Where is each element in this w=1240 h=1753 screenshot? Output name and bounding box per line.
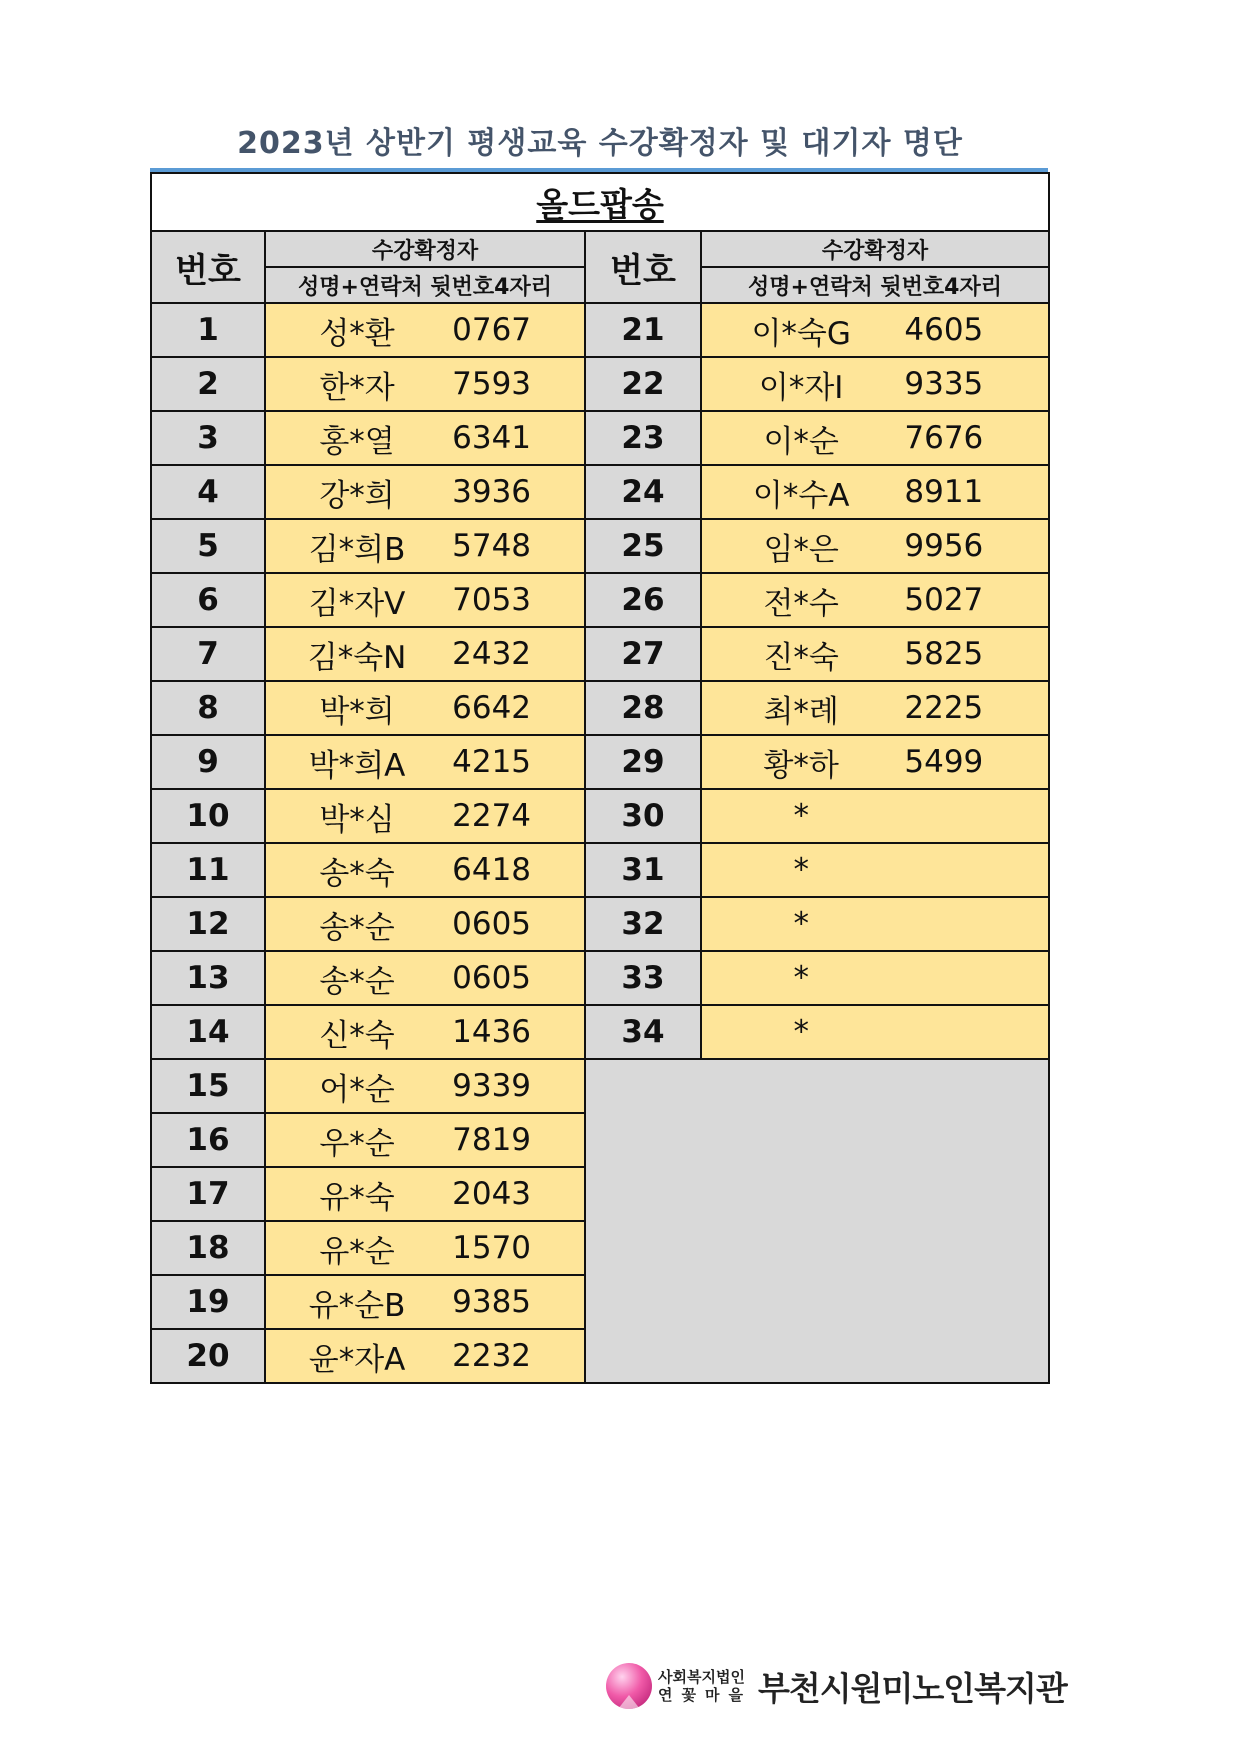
phone-last4: 6341	[452, 420, 532, 456]
left-entry-cell	[265, 1275, 585, 1329]
table-row	[151, 843, 1049, 897]
participant-name: 이*자I	[758, 369, 844, 406]
table-row	[151, 789, 1049, 843]
right-row-number: 31	[585, 843, 701, 897]
participant-name: 임*은	[763, 531, 839, 568]
phone-last4: 9956	[904, 528, 984, 564]
right-entry-cell	[701, 357, 1049, 411]
participant-name: 윤*자A	[308, 1341, 406, 1378]
organization-type: 사회복지법인	[658, 1668, 745, 1686]
right-entry-cell	[701, 681, 1049, 735]
phone-last4: 8911	[904, 474, 984, 510]
right-entry-cell	[701, 465, 1049, 519]
table-row	[151, 627, 1049, 681]
participant-name: 유*숙	[319, 1179, 395, 1216]
phone-last4: 5748	[452, 528, 532, 564]
phone-last4: 5027	[904, 582, 984, 618]
header-group-left: 수강확정자	[265, 231, 585, 267]
participant-name: 이*순	[763, 423, 839, 460]
left-entry-cell	[265, 1221, 585, 1275]
empty-area	[585, 1059, 1049, 1383]
participant-name: 김*숙N	[307, 639, 407, 676]
left-row-number: 14	[151, 1005, 265, 1059]
phone-last4: 2225	[904, 690, 984, 726]
participant-name: 이*숙G	[751, 315, 851, 352]
right-row-number: 29	[585, 735, 701, 789]
right-entry-cell	[701, 627, 1049, 681]
right-entry-cell	[701, 519, 1049, 573]
left-row-number: 16	[151, 1113, 265, 1167]
participant-name: 진*숙	[763, 639, 839, 676]
left-row-number: 6	[151, 573, 265, 627]
participant-name: 박*희A	[308, 747, 406, 784]
left-row-number: 5	[151, 519, 265, 573]
participant-name: 어*순	[319, 1071, 395, 1108]
participant-name: 김*희B	[308, 531, 406, 568]
left-entry-cell	[265, 627, 585, 681]
organization-parent: 연꽃마을	[658, 1686, 752, 1704]
left-row-number: 8	[151, 681, 265, 735]
table-row	[151, 465, 1049, 519]
page-title: 2023년 상반기 평생교육 수강확정자 및 대기자 명단	[237, 126, 963, 161]
course-title-cell	[151, 173, 1049, 231]
header-column-right: 성명+연락처 뒷번호4자리	[701, 267, 1049, 303]
right-row-number: 30	[585, 789, 701, 843]
phone-last4: 4605	[904, 312, 984, 348]
right-entry-cell	[701, 303, 1049, 357]
header-column-left: 성명+연락처 뒷번호4자리	[265, 267, 585, 303]
phone-last4: 9385	[452, 1284, 532, 1320]
right-entry-cell	[701, 735, 1049, 789]
participant-name: 최*례	[763, 693, 839, 730]
participant-name: 유*순B	[308, 1287, 406, 1324]
right-row-number: 26	[585, 573, 701, 627]
right-entry-cell	[701, 1005, 1049, 1059]
phone-last4: 2043	[452, 1176, 532, 1212]
participant-name: *	[793, 960, 809, 996]
course-name: 올드팝송	[536, 184, 664, 224]
left-entry-cell	[265, 1113, 585, 1167]
left-entry-cell	[265, 357, 585, 411]
phone-last4: 3936	[452, 474, 532, 510]
participant-name: 우*순	[319, 1125, 395, 1162]
participant-name: 성*환	[319, 315, 395, 352]
left-entry-cell	[265, 897, 585, 951]
table-row	[151, 735, 1049, 789]
left-row-number: 13	[151, 951, 265, 1005]
right-row-number: 21	[585, 303, 701, 357]
left-row-number: 20	[151, 1329, 265, 1383]
left-entry-cell	[265, 465, 585, 519]
participant-name: 한*자	[319, 369, 395, 406]
header-number-left: 번호	[151, 231, 265, 303]
left-entry-cell	[265, 951, 585, 1005]
phone-last4: 6642	[452, 690, 532, 726]
right-entry-cell	[701, 951, 1049, 1005]
right-entry-cell	[701, 897, 1049, 951]
left-entry-cell	[265, 789, 585, 843]
participant-name: 전*수	[763, 585, 839, 622]
right-row-number: 22	[585, 357, 701, 411]
table-row	[151, 1005, 1049, 1059]
left-row-number: 10	[151, 789, 265, 843]
left-entry-cell	[265, 303, 585, 357]
left-entry-cell	[265, 843, 585, 897]
left-row-number: 3	[151, 411, 265, 465]
left-row-number: 12	[151, 897, 265, 951]
right-entry-cell	[701, 411, 1049, 465]
participant-name: 송*숙	[319, 855, 395, 892]
organization-logo	[606, 1658, 1086, 1714]
phone-last4: 5825	[904, 636, 984, 672]
phone-last4: 5499	[904, 744, 984, 780]
phone-last4: 7819	[452, 1122, 532, 1158]
right-row-number: 34	[585, 1005, 701, 1059]
phone-last4: 2232	[452, 1338, 532, 1374]
participant-name: 신*숙	[319, 1017, 395, 1054]
phone-last4: 0605	[452, 906, 532, 942]
participant-name: *	[793, 852, 809, 888]
header-group-right: 수강확정자	[701, 231, 1049, 267]
left-row-number: 15	[151, 1059, 265, 1113]
left-row-number: 7	[151, 627, 265, 681]
phone-last4: 1436	[452, 1014, 532, 1050]
participant-name: 강*희	[319, 477, 395, 514]
left-entry-cell	[265, 411, 585, 465]
table-row	[151, 573, 1049, 627]
phone-last4: 9339	[452, 1068, 532, 1104]
left-row-number: 4	[151, 465, 265, 519]
left-row-number: 2	[151, 357, 265, 411]
left-entry-cell	[265, 1329, 585, 1383]
phone-last4: 7593	[452, 366, 532, 402]
right-row-number: 25	[585, 519, 701, 573]
participant-name: *	[793, 798, 809, 834]
phone-last4: 6418	[452, 852, 532, 888]
participant-name: *	[793, 906, 809, 942]
table-row	[151, 411, 1049, 465]
participant-name: 김*자V	[308, 585, 406, 622]
table-row	[151, 303, 1049, 357]
enrollment-table	[150, 172, 1050, 1384]
phone-last4: 4215	[452, 744, 532, 780]
lotus-logo-icon	[606, 1663, 652, 1709]
right-entry-cell	[701, 789, 1049, 843]
participant-name: 송*순	[319, 909, 395, 946]
organization-subtitle	[658, 1668, 752, 1704]
phone-last4: 0767	[452, 312, 532, 348]
right-row-number: 23	[585, 411, 701, 465]
table-row	[151, 897, 1049, 951]
left-entry-cell	[265, 735, 585, 789]
participant-name: 이*수A	[752, 477, 850, 514]
participant-name: 유*순	[319, 1233, 395, 1270]
table-row	[151, 681, 1049, 735]
left-entry-cell	[265, 1005, 585, 1059]
phone-last4: 0605	[452, 960, 532, 996]
phone-last4: 2432	[452, 636, 532, 672]
left-entry-cell	[265, 1167, 585, 1221]
left-row-number: 17	[151, 1167, 265, 1221]
table-row	[151, 519, 1049, 573]
phone-last4: 7053	[452, 582, 532, 618]
participant-name: 박*희	[319, 693, 395, 730]
table-row	[151, 1059, 1049, 1113]
right-row-number: 24	[585, 465, 701, 519]
participant-name: 황*하	[763, 747, 839, 784]
table-row	[151, 357, 1049, 411]
right-row-number: 32	[585, 897, 701, 951]
left-row-number: 18	[151, 1221, 265, 1275]
phone-last4: 2274	[452, 798, 532, 834]
participant-name: 홍*열	[319, 423, 395, 460]
left-row-number: 19	[151, 1275, 265, 1329]
participant-name: 박*심	[319, 801, 395, 838]
participant-name: *	[793, 1014, 809, 1050]
right-row-number: 33	[585, 951, 701, 1005]
phone-last4: 1570	[452, 1230, 532, 1266]
right-row-number: 28	[585, 681, 701, 735]
header-number-right: 번호	[585, 231, 701, 303]
right-entry-cell	[701, 573, 1049, 627]
left-entry-cell	[265, 681, 585, 735]
left-entry-cell	[265, 1059, 585, 1113]
organization-name: 부천시원미노인복지관	[757, 1668, 1067, 1708]
left-row-number: 1	[151, 303, 265, 357]
left-entry-cell	[265, 573, 585, 627]
phone-last4: 9335	[904, 366, 984, 402]
left-row-number: 11	[151, 843, 265, 897]
left-row-number: 9	[151, 735, 265, 789]
phone-last4: 7676	[904, 420, 984, 456]
left-entry-cell	[265, 519, 585, 573]
table-row	[151, 951, 1049, 1005]
right-row-number: 27	[585, 627, 701, 681]
right-entry-cell	[701, 843, 1049, 897]
participant-name: 송*순	[319, 963, 395, 1000]
